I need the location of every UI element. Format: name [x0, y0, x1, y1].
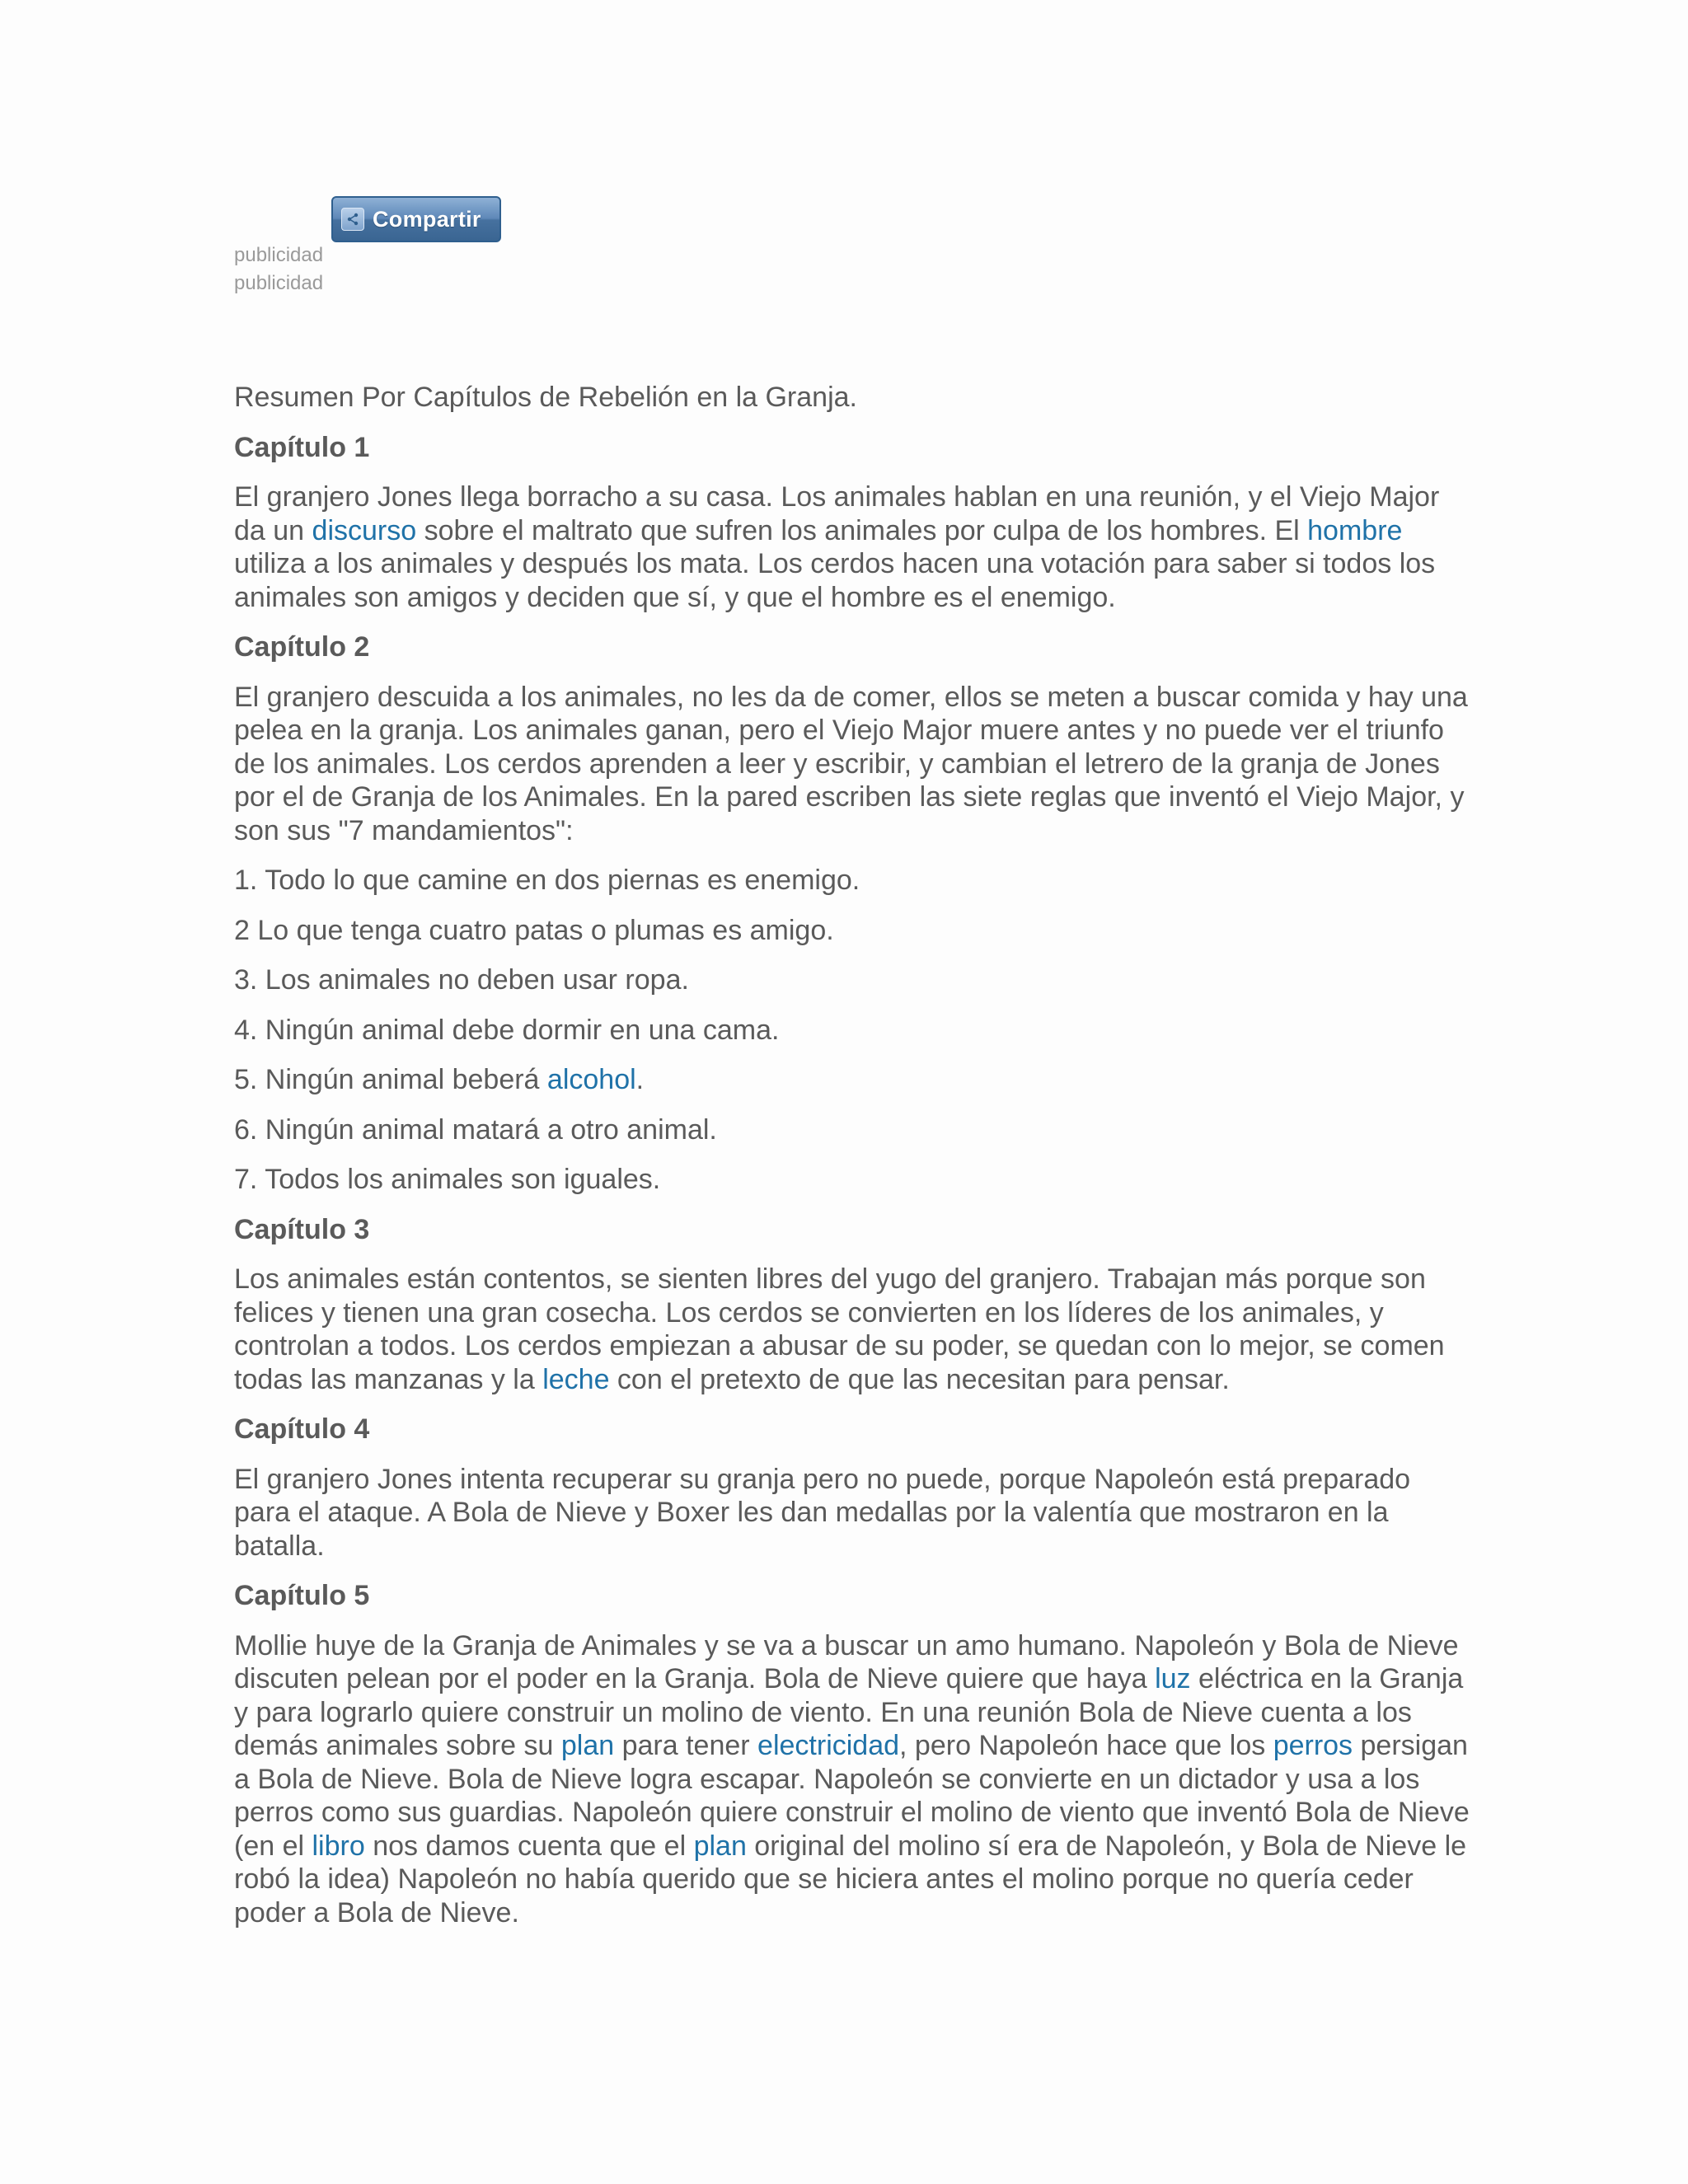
ad-label: publicidad [234, 244, 324, 266]
share-button-label: Compartir [373, 206, 481, 232]
keyword-link[interactable]: libro [312, 1830, 365, 1862]
rule-item: 5. Ningún animal beberá alcohol. [234, 1064, 645, 1095]
keyword-link[interactable]: plan [693, 1830, 747, 1862]
chapter-heading: Capítulo 5 [234, 1580, 370, 1611]
rule-item: 4. Ningún animal debe dormir en una cama. [234, 1014, 780, 1046]
chapter-paragraph: Los animales están contentos, se sienten libres del yugo del granjero. Trabajan más porque son felices y tienen una gran cosecha. Los cerdos se convierten en los líderes de los animales, y controlan a todos. Los cerdos empiezan a abusar de su poder, se quedan con lo mejor, se comen todas las manzanas y la leche con el pretexto de que las necesitan para pensar. [234, 1263, 1445, 1395]
keyword-link[interactable]: electricidad [757, 1730, 900, 1761]
rule-item: 1. Todo lo que camine en dos piernas es enemigo. [234, 865, 860, 896]
share-icon [341, 208, 364, 231]
ad-label: publicidad [234, 272, 324, 294]
chapter-paragraph: El granjero Jones intenta recuperar su granja pero no puede, porque Napoleón está preparado para el ataque. A Bola de Nieve y Boxer les dan medallas por la valentía que mostraron en la batalla. [234, 1463, 1411, 1562]
chapter-heading: Capítulo 1 [234, 431, 370, 463]
chapter-paragraph: Mollie huye de la Granja de Animales y se va a buscar un amo humano. Napoleón y Bola de Nieve discuten pelean por el poder en la Granja. Bola de Nieve quiere que haya luz eléctrica en la Granja y para lograrlo quiere construir un molino de viento. En una reunión Bola de Nieve cuenta a los demás animales sobre su plan para tener electricidad, pero Napoleón hace que los perros persigan a Bola de Nieve. Bola de Nieve logra escapar. Napoleón se convierte en un dictador y usa a los perros como sus guardias. Napoleón quiere construir el molino de viento que inventó Bola de Nieve (en el libro nos damos cuenta que el plan original del molino sí era de Napoleón, y Bola de Nieve le robó la idea) Napoleón no había querido que se hiciera antes el molino porque no quería ceder poder a Bola de Nieve. [234, 1629, 1470, 1929]
share-button[interactable] [331, 196, 501, 242]
keyword-link[interactable]: plan [560, 1730, 615, 1761]
rule-item: 7. Todos los animales son iguales. [234, 1164, 661, 1195]
keyword-link[interactable]: hombre [1307, 514, 1403, 546]
keyword-link[interactable]: alcohol [546, 1064, 636, 1095]
article-body [234, 381, 1470, 1946]
chapter-heading: Capítulo 4 [234, 1413, 370, 1445]
chapter-heading: Capítulo 3 [234, 1213, 370, 1245]
keyword-link[interactable]: luz [1155, 1663, 1191, 1694]
chapter-heading: Capítulo 2 [234, 631, 370, 663]
article-title: Resumen Por Capítulos de Rebelión en la Granja. [234, 382, 857, 413]
chapter-paragraph: El granjero descuida a los animales, no les da de comer, ellos se meten a buscar comida y hay una pelea en la granja. Los animales ganan, pero el Viejo Major muere antes y no puede ver el triunfo de los animales. Los cerdos aprenden a leer y escribir, y cambian el letrero de la granja de Jones por el de Granja de los Animales. En la pared escriben las siete reglas que inventó el Viejo Major, y son sus "7 mandamientos": [234, 681, 1468, 846]
rule-item: 2 Lo que tenga cuatro patas o plumas es amigo. [234, 914, 834, 946]
keyword-link[interactable]: discurso [312, 514, 417, 546]
chapter-paragraph: El granjero Jones llega borracho a su casa. Los animales hablan en una reunión, y el Viejo Major da un discurso sobre el maltrato que sufren los animales por culpa de los hombres. El hombre utiliza a los animales y después los mata. Los cerdos hacen una votación para saber si todos los animales son amigos y deciden que sí, y que el hombre es el enemigo. [234, 481, 1440, 613]
rule-item: 6. Ningún animal matará a otro animal. [234, 1113, 717, 1146]
keyword-link[interactable]: leche [542, 1363, 610, 1395]
keyword-link[interactable]: perros [1273, 1730, 1353, 1761]
rule-item: 3. Los animales no deben usar ropa. [234, 964, 689, 996]
